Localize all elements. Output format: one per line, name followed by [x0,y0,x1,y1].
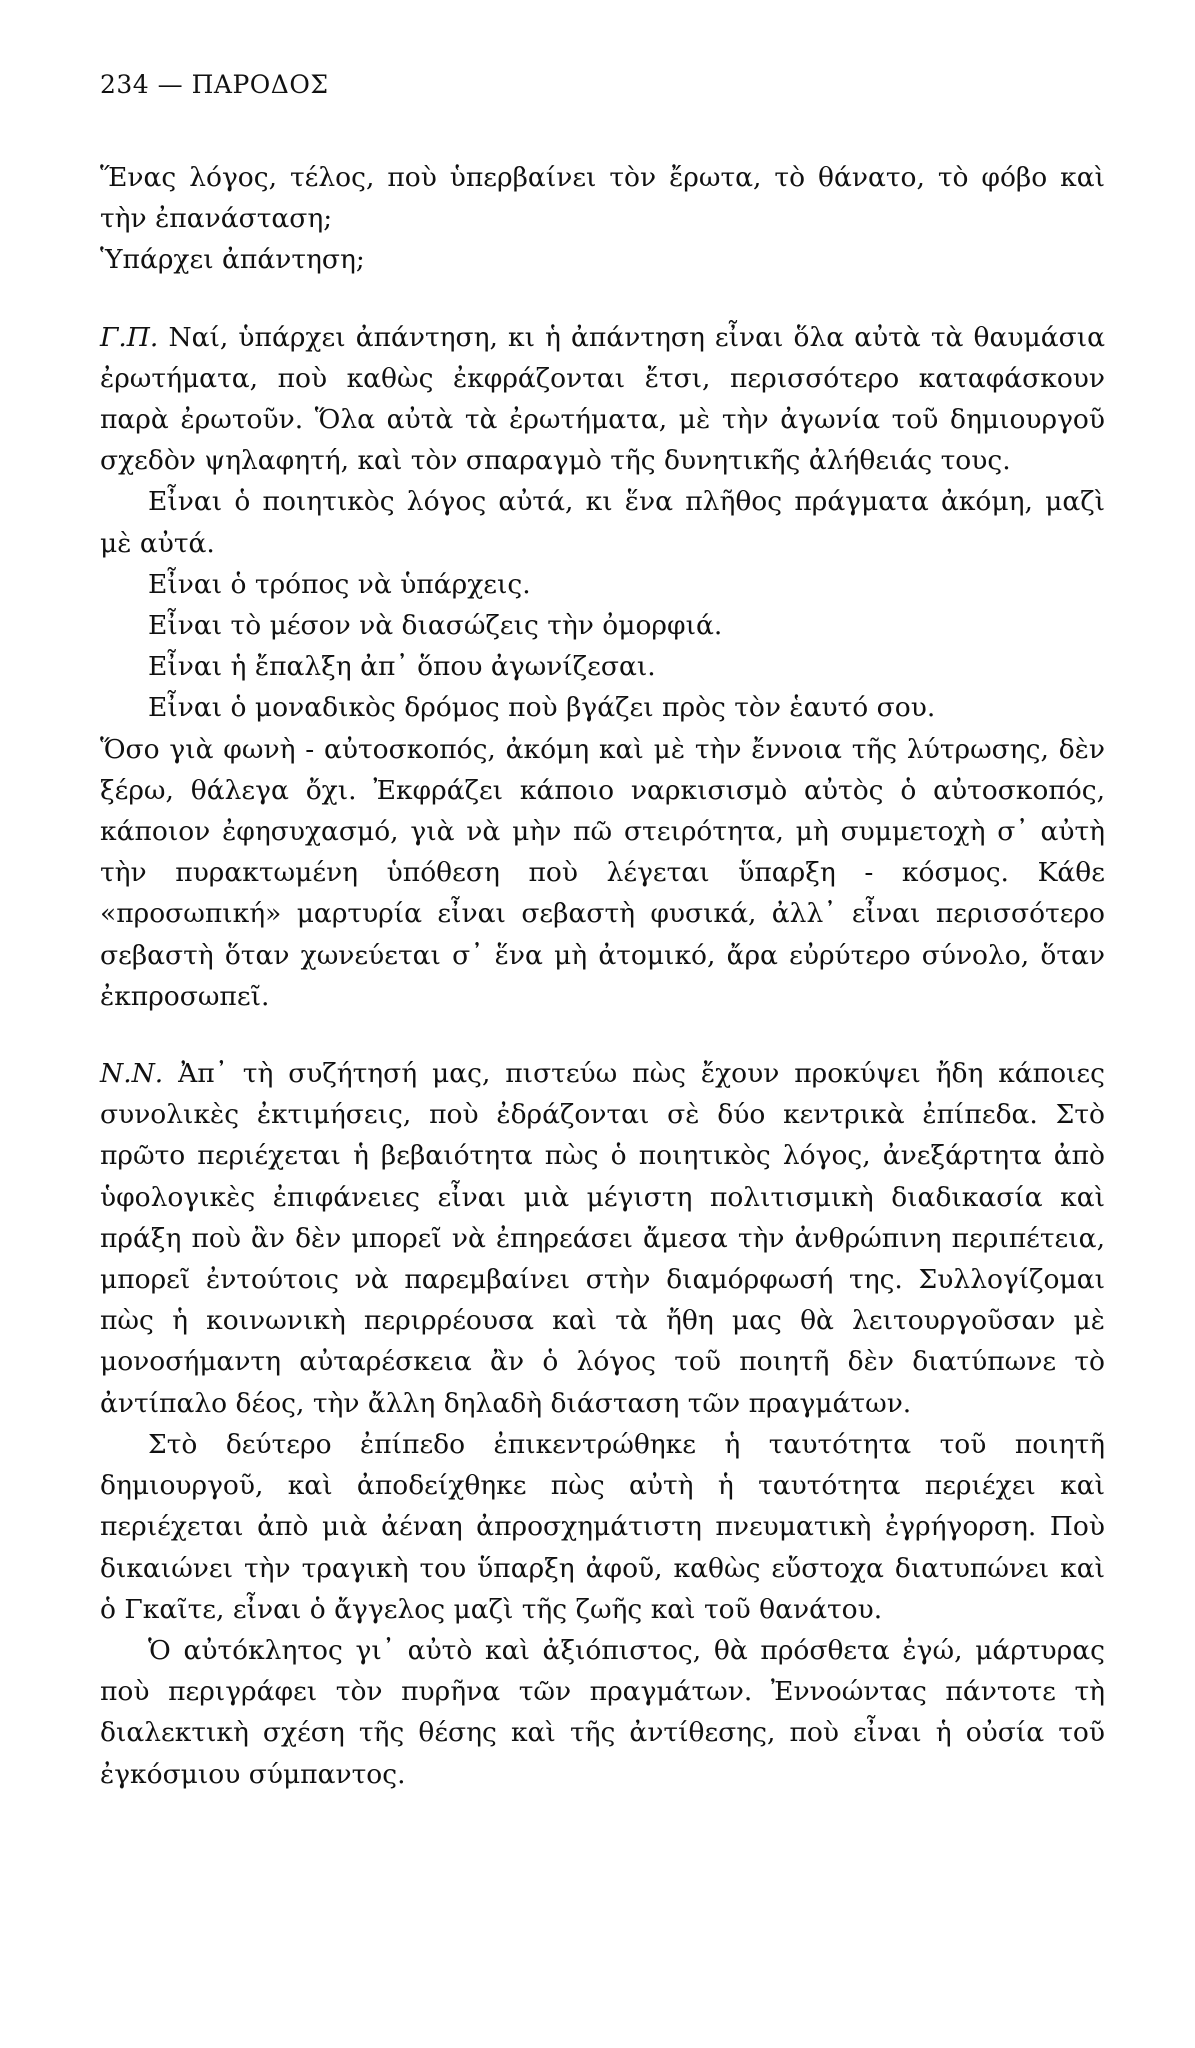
nn-reply-paragraph: Ὁ αὐτόκλητος γι᾽ αὐτὸ καὶ ἀξιόπιστος, θὰ πρόσθετα ἐγώ, μάρτυρας ποὺ περιγράφει τὸν πυρῆνα τῶν πραγμάτων. Ἐννοώντας πάντοτε τὴ διαλεκτικὴ σχέση τῆς θέσης καὶ τῆς ἀντίθεσης, ποὺ εἶναι ἡ οὐσία τοῦ ἐγκόσμιου σύμπαντος. [100,1634,1105,1790]
gp-reply-line: Εἶναι ὁ μοναδικὸς δρόμος ποὺ βγάζει πρὸς τὸν ἑαυτό σου. [148,692,936,724]
gp-reply-opening [100,317,1105,482]
nn-reply-paragraph: Στὸ δεύτερο ἐπίπεδο ἐπικεντρώθηκε ἡ ταυτότητα τοῦ ποιητῆ δημιουργοῦ, καὶ ἀποδείχθηκε πὼς αὐτὴ ἡ ταυτότητα περιέχει καὶ περιέχεται ἀπὸ μιὰ ἀέναη ἀπροσχημάτιστη πνευματικὴ ἐγρήγορση. Ποὺ δικαιώνει τὴν τραγικὴ του ὕπαρξη ἀφοῦ, καθὼς εὔστοχα διατυπώνει καὶ ὁ Γκαῖτε, εἶναι ὁ ἄγγελος μαζὶ τῆς ζωῆς καὶ τοῦ θανάτου. [100,1428,1105,1625]
page-number: 234 [100,70,150,99]
nn-reply-paragraph-text: Ἀπ᾽ τὴ συζήτησή μας, πιστεύω πὼς ἔχουν προκύψει ἤδη κάποιες συνολικὲς ἐκτιμήσεις, ποὺ ἐδράζονται σὲ δύο κεντρικὰ ἐπίπεδα. Στὸ πρῶτο περιέχεται ἡ βεβαιότητα πὼς ὁ ποιητικὸς λόγος, ἀνεξάρτητα ἀπὸ ὑφολογικὲς ἐπιφάνειες εἶναι μιὰ μέγιστη πολιτισμικὴ διαδικασία καὶ πράξη ποὺ ἂν δὲν μπορεῖ νὰ ἐπηρεάσει ἄμεσα τὴν ἀνθρώπινη περιπέτεια, μπορεῖ ἐντούτοις νὰ παρεμβαίνει στὴν διαμόρφωσή της. Συλλογίζομαι πὼς ἡ κοινωνικὴ περιρρέουσα καὶ τὰ ἤθη μας θὰ λειτουργοῦσαν μὲ μονοσήμαντη αὐταρέσκεια ἂν ὁ λόγος τοῦ ποιητῆ δὲν διατύπωνε τὸ ἀντίπαλο δέος, τὴν ἄλλη δηλαδὴ διάσταση τῶν πραγμάτων. [100,1058,1105,1419]
gp-reply-line: Εἶναι ἡ ἔπαλξη ἀπ᾽ ὅπου ἀγωνίζεσαι. [148,651,656,683]
gp-reply-line: Εἶναι τὸ μέσον νὰ διασώζεις τὴν ὀμορφιά. [148,610,723,642]
header-separator: — [157,70,184,99]
intro-question-short: Ὑπάρχει ἀπάντηση; [100,244,365,276]
page [100,70,1105,1795]
running-head [100,70,1105,99]
section-title: ΠΑΡΟΔΟΣ [191,70,329,99]
speaker-nn: Ν.Ν. [100,1058,164,1090]
intro-question: Ἕνας λόγος, τέλος, ποὺ ὑπερβαίνει τὸν ἔρωτα, τὸ θάνατο, τὸ φόβο καὶ τὴν ἐπανάσταση; [100,162,1105,235]
gp-reply-closing: Ὅσο γιὰ φωνὴ - αὐτοσκοπός, ἀκόμη καὶ μὲ τὴν ἔννοια τῆς λύτρωσης, δὲν ξέρω, θάλεγα ὄχι. Ἐκφράζει κάποιο ναρκισισμὸ αὐτὸς ὁ αὐτοσκοπός, κάποιον ἐφησυχασμό, γιὰ νὰ μὴν πῶ στειρότητα, μὴ συμμετοχὴ σ᾽ αὐτὴ τὴν πυρακτωμένη ὑπόθεση ποὺ λέγεται ὕπαρξη - κόσμος. Κάθε «προσωπική» μαρτυρία εἶναι σεβαστὴ φυσικά, ἀλλ᾽ εἶναι περισσότερο σεβαστὴ ὅταν χωνεύεται σ᾽ ἕνα μὴ ἀτομικό, ἄρα εὐρύτερο σύνολο, ὅταν ἐκπροσωπεῖ. [100,733,1105,1012]
gp-reply-line: Εἶναι ὁ ποιητικὸς λόγος αὐτά, κι ἕνα πλῆθος πράγματα ἀκόμη, μαζὶ μὲ αὐτά. [100,486,1105,559]
nn-reply-paragraph [100,1053,1105,1424]
gp-reply-line: Εἶναι ὁ τρόπος νὰ ὑπάρχεις. [148,568,531,600]
gp-reply-opening-text: Ναί, ὑπάρχει ἀπάντηση, κι ἡ ἀπάντηση εἶναι ὅλα αὐτὰ τὰ θαυμάσια ἐρωτήματα, ποὺ καθὼς ἐκφράζονται ἔτσι, περισσότερο καταφάσκουν παρὰ ἐρωτοῦν. Ὅλα αὐτὰ τὰ ἐρωτήματα, μὲ τὴν ἀγωνία τοῦ δημιουργοῦ σχεδὸν ψηλαφητή, καὶ τὸν σπαραγμὸ τῆς δυνητικῆς ἀλήθειάς τους. [100,321,1105,477]
speaker-gp: Γ.Π. [100,321,159,353]
